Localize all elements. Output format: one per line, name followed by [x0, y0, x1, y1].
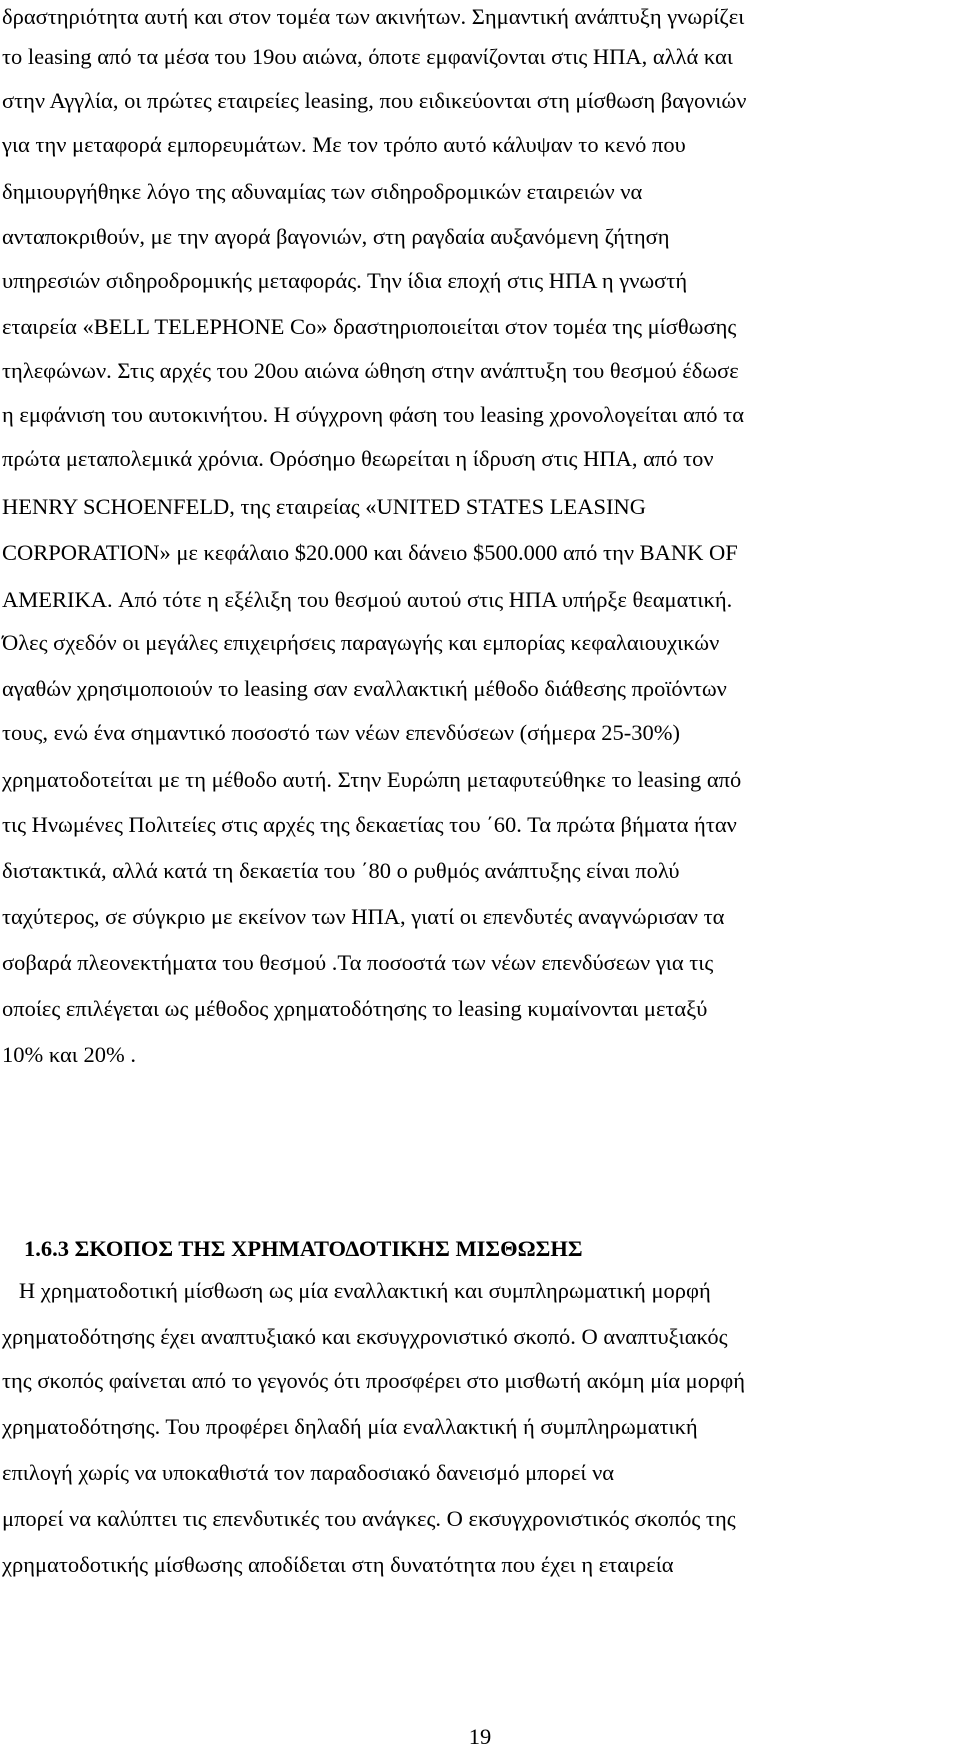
text-line: ανταποκριθούν, με την αγορά βαγονιών, στη ραγδαία αυξανόμενη ζήτηση	[2, 224, 670, 249]
text-line: Όλες σχεδόν οι μεγάλες επιχειρήσεις παραγωγής και εμπορίας κεφαλαιουχικών	[2, 630, 720, 655]
text-line: HENRY SCHOENFELD, της εταιρείας «UNITED STATES LEASING	[2, 494, 646, 519]
text-line: 10% και 20% .	[2, 1042, 136, 1067]
text-line: τις Ηνωμένες Πολιτείες στις αρχές της δεκαετίας του ΄60. Τα πρώτα βήματα ήταν	[2, 812, 737, 837]
text-line: επιλογή χωρίς να υποκαθιστά τον παραδοσιακό δανεισμό μπορεί να	[2, 1460, 615, 1485]
text-line: δημιουργήθηκε λόγο της αδυναμίας των σιδηροδρομικών εταιρειών να	[2, 179, 643, 204]
text-line: υπηρεσιών σιδηροδρομικής μεταφοράς. Την ίδια εποχή στις ΗΠΑ η γνωστή	[2, 268, 688, 293]
text-line: για την μεταφορά εμπορευμάτων. Με τον τρόπο αυτό κάλυψαν το κενό που	[2, 132, 686, 157]
text-line: σοβαρά πλεονεκτήματα του θεσμού .Τα ποσοστά των νέων επενδύσεων για τις	[2, 950, 714, 975]
text-line: αγαθών χρησιμοποιούν το leasing σαν εναλλακτική μέθοδο διάθεσης προϊόντων	[2, 676, 727, 701]
text-line: AMERIKA. Από τότε η εξέλιξη του θεσμού αυτού στις ΗΠΑ υπήρξε θεαματική.	[2, 587, 733, 612]
text-line: τους, ενώ ένα σημαντικό ποσοστό των νέων επενδύσεων (σήμερα 25-30%)	[2, 720, 680, 745]
text-line: χρηματοδότησης έχει αναπτυξιακό και εκσυγχρονιστικό σκοπό. Ο αναπτυξιακός	[2, 1324, 728, 1349]
text-line: μπορεί να καλύπτει τις επενδυτικές του ανάγκες. Ο εκσυγχρονιστικός σκοπός της	[2, 1506, 736, 1531]
section-heading: 1.6.3 ΣΚΟΠΟΣ ΤΗΣ ΧΡΗΜΑΤΟΔΟΤΙΚΗΣ ΜΙΣΘΩΣΗΣ	[24, 1236, 583, 1261]
page-number: 19	[468, 1724, 492, 1749]
text-line: CORPORATION» με κεφάλαιο $20.000 και δάνειο $500.000 από την BANK OF	[2, 540, 738, 565]
text-line: εταιρεία «BELL TELEPHONE Co» δραστηριοποιείται στον τομέα της μίσθωσης	[2, 314, 737, 339]
text-line: Η χρηματοδοτική μίσθωση ως μία εναλλακτική και συμπληρωματική μορφή	[2, 1278, 711, 1303]
text-line: τηλεφώνων. Στις αρχές του 20ου αιώνα ώθηση στην ανάπτυξη του θεσμού έδωσε	[2, 358, 739, 383]
text-line: χρηματοδοτείται με τη μέθοδο αυτή. Στην Ευρώπη μεταφυτεύθηκε το leasing από	[2, 767, 742, 792]
text-line: χρηματοδοτικής μίσθωσης αποδίδεται στη δυνατότητα που έχει η εταιρεία	[2, 1552, 674, 1577]
text-line: οποίες επιλέγεται ως μέθοδος χρηματοδότησης το leasing κυμαίνονται μεταξύ	[2, 996, 708, 1021]
text-line: διστακτικά, αλλά κατά τη δεκαετία του ΄80 ο ρυθμός ανάπτυξης είναι πολύ	[2, 858, 680, 883]
text-line: χρηματοδότησης. Του προφέρει δηλαδή μία εναλλακτική ή συμπληρωματική	[2, 1414, 698, 1439]
text-line: στην Αγγλία, οι πρώτες εταιρείες leasing, που ειδικεύονται στη μίσθωση βαγονιών	[2, 88, 747, 113]
text-line: η εμφάνιση του αυτοκινήτου. Η σύγχρονη φάση του leasing χρονολογείται από τα	[2, 402, 745, 427]
text-line: της σκοπός φαίνεται από το γεγονός ότι προσφέρει στο μισθωτή ακόμη μία μορφή	[2, 1368, 745, 1393]
text-line: πρώτα μεταπολεμικά χρόνια. Ορόσημο θεωρείται η ίδρυση στις ΗΠΑ, από τον	[2, 446, 714, 471]
text-line: ταχύτερος, σε σύγκριο με εκείνον των ΗΠΑ, γιατί οι επενδυτές αναγνώρισαν τα	[2, 904, 725, 929]
text-line: δραστηριότητα αυτή και στον τομέα των ακινήτων. Σημαντική ανάπτυξη γνωρίζει	[2, 4, 745, 29]
text-line: το leasing από τα μέσα του 19ου αιώνα, όποτε εμφανίζονται στις ΗΠΑ, αλλά και	[2, 44, 733, 69]
